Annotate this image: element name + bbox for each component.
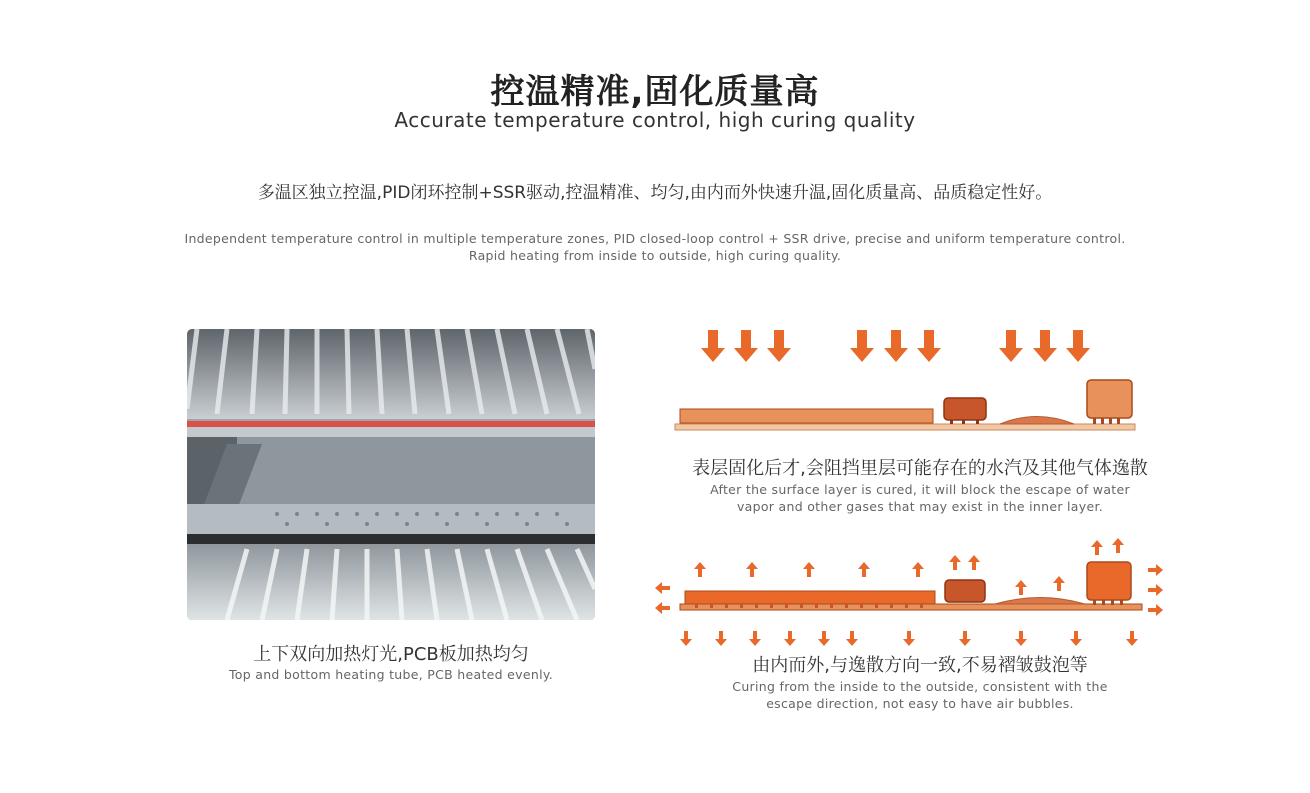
down-arrow-icon bbox=[701, 330, 1090, 362]
left-arrow-icon bbox=[655, 582, 670, 614]
oven-interior-photo bbox=[187, 329, 595, 620]
diagram-bottom-caption-cn: 由内而外,与逸散方向一致,不易褶皱鼓泡等 bbox=[752, 655, 1088, 676]
diagram-bottom-caption-en: Curing from the inside to the outside, consistent with the escape direction, not easy to have air bubbles. bbox=[732, 679, 1108, 711]
page-title: 控温精准,固化质量高 bbox=[490, 72, 820, 112]
diagram-top-caption-cn: 表层固化后才,会阻挡里层可能存在的水汽及其他气体逸散 bbox=[692, 458, 1148, 479]
photo-caption-cn: 上下双向加热灯光,PCB板加热均匀 bbox=[253, 644, 529, 665]
description-en: Independent temperature control in multiple temperature zones, PID closed-loop control + SSR drive, precise and uniform temperature control. Rapid heating from inside to outside, high curing quality. bbox=[184, 231, 1126, 263]
inside-out-curing-diagram bbox=[650, 535, 1170, 647]
right-arrow-icon bbox=[1148, 564, 1163, 616]
description-cn: 多温区独立控温,PID闭环控制+SSR驱动,控温精准、均匀,由内而外快速升温,固化质量高、品质稳定性好。 bbox=[257, 183, 1053, 203]
diagram-top-caption-en: After the surface layer is cured, it will block the escape of water vapor and other gases that may exist in the inner layer. bbox=[710, 482, 1130, 514]
photo-caption-en: Top and bottom heating tube, PCB heated evenly. bbox=[228, 667, 554, 682]
up-arrow-icon bbox=[694, 538, 1124, 595]
surface-curing-diagram bbox=[670, 325, 1150, 435]
down-arrow-icon bbox=[680, 631, 1138, 646]
page-subtitle: Accurate temperature control, high curing quality bbox=[394, 108, 916, 132]
